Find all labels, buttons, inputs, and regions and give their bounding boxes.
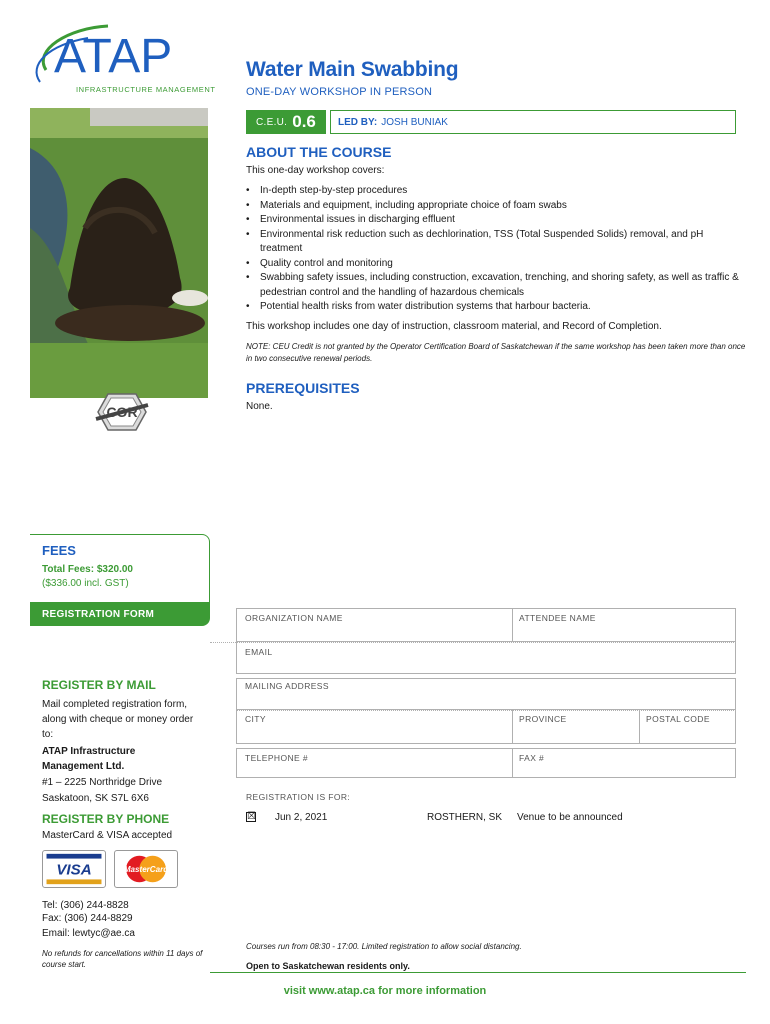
divider [512,748,513,778]
website-link[interactable]: visit www.atap.ca for more information [283,985,487,997]
register-by-mail-text: Mail completed registration form, along with cheque or money order to: [42,699,194,740]
list-item: • In-depth step-by-step procedures [246,184,742,199]
register-by-mail-heading: REGISTER BY MAIL [42,678,156,692]
list-item: • Quality control and monitoring [246,257,742,272]
fax-number: Fax: (306) 244-8829 [42,913,133,924]
logo-wordmark: ATAP [54,30,173,83]
divider [512,608,513,642]
mailing-address-field[interactable]: MAILING ADDRESS [245,681,329,691]
visa-icon [42,850,106,888]
about-list [246,184,742,315]
page-title: Water Main Swabbing [246,58,459,81]
list-item: • Environmental issues in discharging effluent [246,213,742,228]
mail-address: Saskatoon, SK S7L 6X6 [42,793,149,804]
courses-note: Courses run from 08:30 - 17:00. Limited registration to allow social distancing. [246,942,522,951]
province-field[interactable]: PROVINCE [519,714,567,724]
mastercard-icon [114,850,178,888]
divider [639,710,640,744]
telephone-field[interactable]: TELEPHONE # [245,753,308,763]
mail-organization: ATAP Infrastructure [42,746,136,757]
mastercard-text: MasterCard [123,864,169,874]
session-venue: Venue to be announced [517,812,623,823]
fees-gst: ($336.00 incl. GST) [42,578,129,589]
ceu-value: 0.6 [292,112,316,131]
about-heading: ABOUT THE COURSE [246,144,392,160]
registration-for-label: REGISTRATION IS FOR: [246,792,351,802]
led-by-label: LED BY: [338,116,378,128]
footer-divider [210,972,746,973]
residents-note: Open to Saskatchewan residents only. [246,961,410,971]
cor-badge-text: COR [106,404,138,420]
led-by-value: JOSH BUNIAK [381,116,448,128]
list-item: • Swabbing safety issues, including construction, excavation, trenching, and shoring safety, as well as traffic & pedestrian control and the handling of hazardous chemicals [246,271,742,300]
list-item: • Potential health risks from water distribution systems that harbour bacteria. [246,300,742,315]
registration-form-bar: REGISTRATION FORM [30,602,210,626]
cor-badge-icon [92,389,152,435]
divider [512,710,513,744]
about-body: This workshop includes one day of instruction, classroom material, and Record of Completion. [246,321,662,332]
email-field[interactable]: EMAIL [245,647,273,657]
cards-accepted-text: MasterCard & VISA accepted [42,830,173,841]
prerequisites-heading: PREREQUISITES [246,380,360,396]
contact-email: Email: lewtyc@ae.ca [42,928,135,939]
mail-address: #1 – 2225 Northridge Drive [42,777,163,788]
session-date: Jun 2, 2021 [275,812,328,823]
session-location: ROSTHERN, SK [427,812,503,823]
mail-organization: Management Ltd. [42,761,125,772]
telephone-row [236,748,736,778]
ceu-label: C.E.U. [256,116,288,128]
email-row [236,642,736,674]
postal-code-field[interactable]: POSTAL CODE [646,714,710,724]
fees-heading: FEES [42,543,76,558]
attendee-field[interactable]: ATTENDEE NAME [519,613,596,623]
list-item: • Environmental risk reduction such as dechlorination, TSS (Total Suspended Solids) removal, and pH treatment [246,228,742,257]
about-intro: This one-day workshop covers: [246,165,385,176]
ceu-badge [246,110,326,134]
phone-number: Tel: (306) 244-8828 [42,900,129,911]
led-by-box [330,110,736,134]
swabbing-photo [30,108,208,398]
page-subtitle: ONE-DAY WORKSHOP IN PERSON [246,86,433,98]
fees-total: Total Fees: $320.00 [42,564,133,575]
logo-tagline: INFRASTRUCTURE MANAGEMENT [76,85,216,94]
fax-field[interactable]: FAX # [519,753,545,763]
atap-logo [28,20,218,98]
visa-text: VISA [56,861,92,879]
register-by-phone-heading: REGISTER BY PHONE [42,812,170,826]
refund-note: No refunds for cancellations within 11 days of course start. [42,949,203,969]
list-item: • Materials and equipment, including appropriate choice of foam swabs [246,199,742,214]
city-field[interactable]: CITY [245,714,266,724]
ceu-note: NOTE: CEU Credit is not granted by the Operator Certification Board of Saskatchewan if the same workshop has been taken more than once in two consecutive renewal periods. [246,342,746,363]
organization-field[interactable]: ORGANIZATION NAME [245,613,343,623]
session-checkbox[interactable]: ☒ [247,811,256,822]
prerequisites-value: None. [246,401,273,412]
